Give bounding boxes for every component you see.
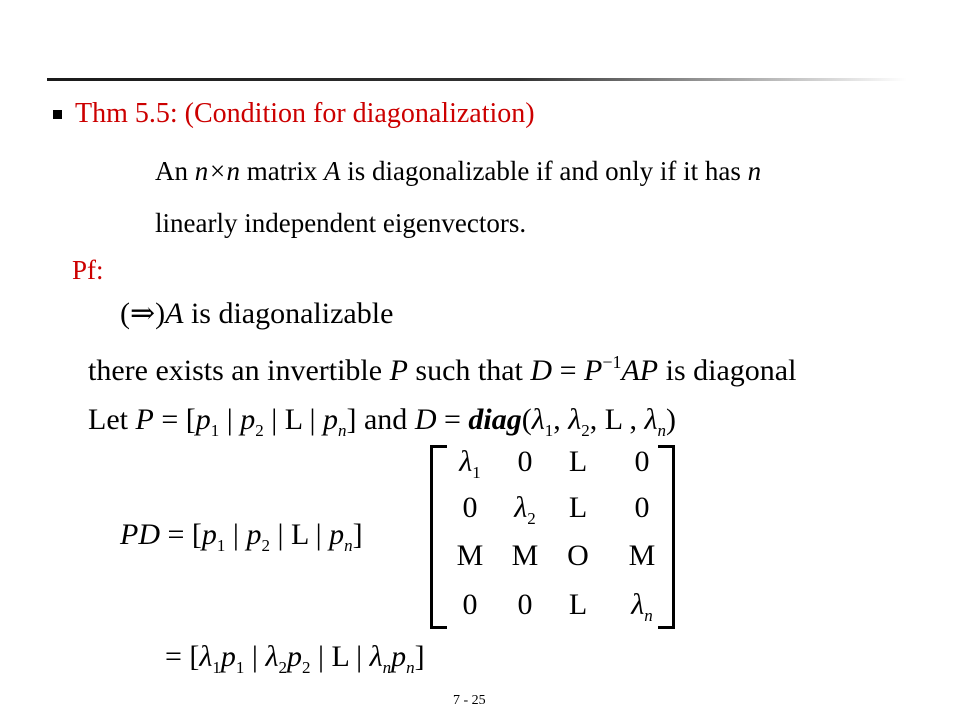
matrix-cell: L: [568, 445, 588, 478]
theorem-statement-line1: An n×n matrix A is diagonalizable if and only if it has n: [155, 156, 762, 186]
theorem-title: Thm 5.5: (Condition for diagonalization): [75, 98, 535, 129]
matrix-cell: M: [456, 539, 484, 572]
matrix-cell: $\lambda_2$: [514, 491, 536, 528]
pd-equation: PD = [$p_1$ | $p_2$ | L | $p_n$]: [120, 518, 363, 555]
statement-an: An: [155, 156, 195, 186]
matrix-cell: M: [628, 539, 656, 572]
header-rule: [47, 78, 907, 81]
direction-symbol: (⇒): [120, 297, 166, 330]
matrix-cell: $\lambda_n$: [631, 588, 653, 625]
matrix-cell: 0: [517, 588, 533, 621]
statement-nxn: n×n: [194, 156, 240, 186]
matrix-cell: 0: [634, 491, 650, 524]
proof-let-line: Let $P = [p_1$ | $p_2$ | L | $p_n$] and $D = diag(\lambda_1$, $\lambda_2$, L , $\lambda_n$): [88, 403, 676, 440]
matrix-cell: O: [567, 539, 589, 572]
matrix-cell: 0: [517, 445, 533, 478]
matrix-cell: 0: [462, 588, 478, 621]
matrix-cell: L: [568, 491, 588, 524]
proof-direction-line: (⇒)A is diagonalizable: [120, 297, 394, 330]
matrix-cell: 0: [462, 491, 478, 524]
proof-label: Pf:: [72, 255, 104, 285]
matrix-cell: $\lambda_1$: [459, 445, 481, 482]
pd-result-equation: = [$\lambda_1p_1$ | $\lambda_2p_2$ | L | $\lambda_np_n$]: [165, 640, 425, 677]
proof-exists-line: there exists an invertible P such that $D = P^{-1}AP$ is diagonal: [88, 352, 797, 387]
matrix-cell: L: [568, 588, 588, 621]
matrix-cell: 0: [634, 445, 650, 478]
page-number: 7 - 25: [453, 693, 486, 708]
matrix-cell: M: [511, 539, 539, 572]
bullet-icon: [53, 110, 62, 119]
theorem-statement-line2: linearly independent eigenvectors.: [155, 208, 527, 238]
